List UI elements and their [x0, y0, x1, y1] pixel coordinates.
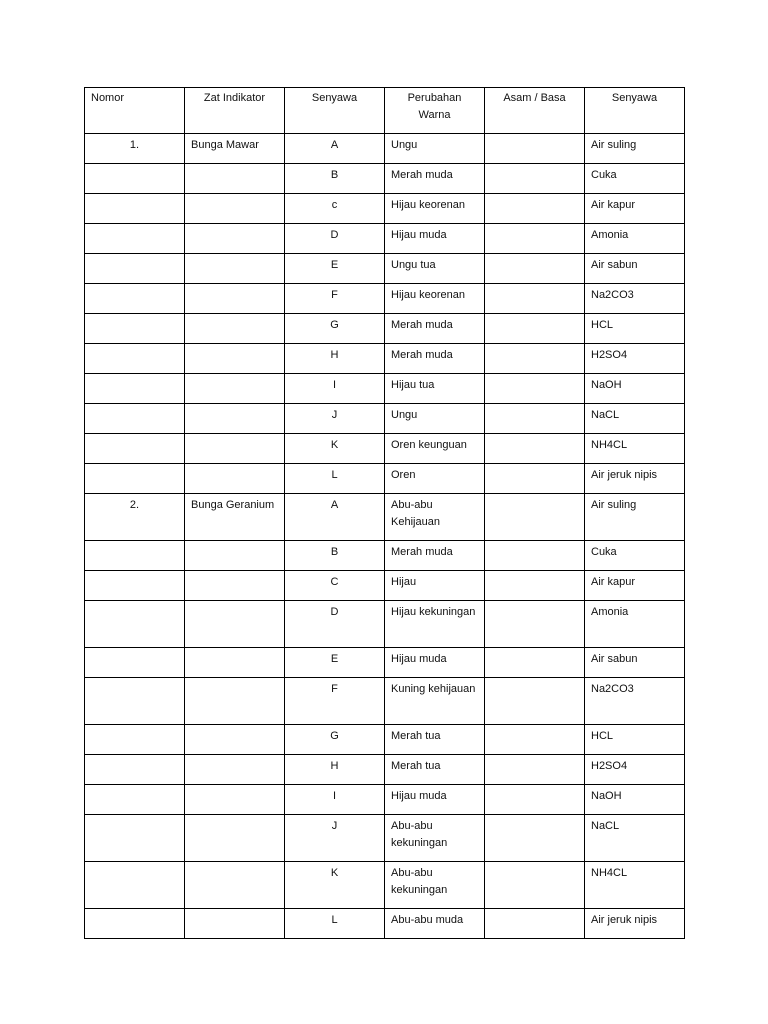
cell-zat-indikator — [185, 194, 285, 224]
cell-senyawa-code: D — [285, 601, 385, 648]
cell-senyawa-code: c — [285, 194, 385, 224]
cell-nomor — [85, 284, 185, 314]
cell-nomor — [85, 862, 185, 909]
cell-perubahan-warna: Abu-abu Kehijauan — [385, 494, 485, 541]
table-row — [85, 344, 685, 374]
cell-perubahan-warna: Hijau kekuningan — [385, 601, 485, 648]
table-row — [85, 601, 685, 648]
cell-zat-indikator — [185, 678, 285, 725]
table-row — [85, 494, 685, 541]
cell-perubahan-warna: Merah muda — [385, 314, 485, 344]
table-row — [85, 134, 685, 164]
cell-zat-indikator — [185, 344, 285, 374]
cell-senyawa-name: Air sabun — [585, 254, 685, 284]
cell-senyawa-code: C — [285, 571, 385, 601]
cell-asam-basa — [485, 648, 585, 678]
cell-perubahan-warna: Hijau keorenan — [385, 194, 485, 224]
cell-senyawa-name: H2SO4 — [585, 755, 685, 785]
cell-senyawa-name: Air kapur — [585, 571, 685, 601]
cell-nomor — [85, 164, 185, 194]
cell-asam-basa — [485, 815, 585, 862]
table-row — [85, 571, 685, 601]
cell-nomor — [85, 464, 185, 494]
cell-senyawa-code: F — [285, 284, 385, 314]
table-row — [85, 648, 685, 678]
cell-zat-indikator — [185, 464, 285, 494]
cell-nomor — [85, 725, 185, 755]
cell-asam-basa — [485, 284, 585, 314]
cell-asam-basa — [485, 224, 585, 254]
cell-asam-basa — [485, 314, 585, 344]
cell-senyawa-name: Amonia — [585, 224, 685, 254]
cell-nomor — [85, 374, 185, 404]
table-row — [85, 755, 685, 785]
cell-nomor — [85, 815, 185, 862]
header-senyawa-code: Senyawa — [285, 88, 385, 134]
cell-asam-basa — [485, 909, 585, 939]
cell-senyawa-code: A — [285, 494, 385, 541]
header-asam-basa: Asam / Basa — [485, 88, 585, 134]
cell-asam-basa — [485, 755, 585, 785]
cell-nomor — [85, 194, 185, 224]
cell-zat-indikator — [185, 785, 285, 815]
cell-nomor — [85, 755, 185, 785]
cell-senyawa-code: J — [285, 815, 385, 862]
cell-senyawa-name: NaCL — [585, 404, 685, 434]
cell-zat-indikator — [185, 254, 285, 284]
cell-senyawa-name: HCL — [585, 725, 685, 755]
cell-senyawa-name: NaCL — [585, 815, 685, 862]
cell-asam-basa — [485, 464, 585, 494]
cell-senyawa-code: K — [285, 862, 385, 909]
cell-perubahan-warna: Merah muda — [385, 164, 485, 194]
cell-nomor — [85, 344, 185, 374]
cell-zat-indikator — [185, 725, 285, 755]
cell-nomor — [85, 224, 185, 254]
cell-senyawa-name: NaOH — [585, 374, 685, 404]
cell-nomor — [85, 254, 185, 284]
table-row — [85, 909, 685, 939]
table-row — [85, 224, 685, 254]
cell-nomor — [85, 404, 185, 434]
table-row — [85, 785, 685, 815]
table-row — [85, 678, 685, 725]
cell-senyawa-code: J — [285, 404, 385, 434]
cell-asam-basa — [485, 494, 585, 541]
cell-senyawa-name: Air jeruk nipis — [585, 909, 685, 939]
table-row — [85, 284, 685, 314]
table-row — [85, 815, 685, 862]
cell-zat-indikator — [185, 648, 285, 678]
cell-asam-basa — [485, 785, 585, 815]
cell-asam-basa — [485, 164, 585, 194]
cell-senyawa-code: I — [285, 785, 385, 815]
cell-senyawa-name: NaOH — [585, 785, 685, 815]
cell-zat-indikator — [185, 862, 285, 909]
cell-perubahan-warna: Hijau keorenan — [385, 284, 485, 314]
cell-nomor — [85, 648, 185, 678]
cell-zat-indikator — [185, 404, 285, 434]
cell-senyawa-code: E — [285, 648, 385, 678]
cell-zat-indikator — [185, 224, 285, 254]
cell-asam-basa — [485, 254, 585, 284]
cell-senyawa-name: H2SO4 — [585, 344, 685, 374]
cell-senyawa-name: HCL — [585, 314, 685, 344]
cell-asam-basa — [485, 541, 585, 571]
cell-senyawa-code: I — [285, 374, 385, 404]
table-row — [85, 464, 685, 494]
header-perubahan-warna: Perubahan Warna — [385, 88, 485, 134]
cell-nomor — [85, 434, 185, 464]
table-row — [85, 725, 685, 755]
cell-senyawa-code: G — [285, 725, 385, 755]
cell-asam-basa — [485, 344, 585, 374]
cell-senyawa-name: Air suling — [585, 494, 685, 541]
table-body — [85, 134, 685, 939]
cell-perubahan-warna: Hijau — [385, 571, 485, 601]
cell-zat-indikator — [185, 284, 285, 314]
cell-senyawa-name: Cuka — [585, 541, 685, 571]
cell-asam-basa — [485, 571, 585, 601]
cell-nomor — [85, 314, 185, 344]
cell-asam-basa — [485, 194, 585, 224]
cell-zat-indikator — [185, 374, 285, 404]
cell-perubahan-warna: Hijau muda — [385, 785, 485, 815]
table-row — [85, 541, 685, 571]
cell-zat-indikator — [185, 541, 285, 571]
cell-asam-basa — [485, 678, 585, 725]
cell-perubahan-warna: Oren keunguan — [385, 434, 485, 464]
cell-senyawa-code: D — [285, 224, 385, 254]
cell-senyawa-name: NH4CL — [585, 434, 685, 464]
cell-senyawa-code: B — [285, 164, 385, 194]
cell-nomor — [85, 785, 185, 815]
cell-zat-indikator — [185, 601, 285, 648]
table-row — [85, 164, 685, 194]
cell-nomor — [85, 601, 185, 648]
cell-perubahan-warna: Ungu — [385, 134, 485, 164]
cell-nomor — [85, 909, 185, 939]
cell-perubahan-warna: Ungu — [385, 404, 485, 434]
table-row — [85, 374, 685, 404]
cell-perubahan-warna: Abu-abu kekuningan — [385, 862, 485, 909]
cell-zat-indikator — [185, 815, 285, 862]
table-header-row — [85, 88, 685, 134]
cell-senyawa-code: L — [285, 464, 385, 494]
cell-asam-basa — [485, 862, 585, 909]
cell-senyawa-name: Na2CO3 — [585, 678, 685, 725]
header-zat-indikator: Zat Indikator — [185, 88, 285, 134]
cell-perubahan-warna: Merah tua — [385, 755, 485, 785]
cell-senyawa-code: A — [285, 134, 385, 164]
cell-asam-basa — [485, 434, 585, 464]
cell-perubahan-warna: Hijau tua — [385, 374, 485, 404]
cell-senyawa-name: Air suling — [585, 134, 685, 164]
cell-senyawa-code: E — [285, 254, 385, 284]
cell-perubahan-warna: Merah muda — [385, 344, 485, 374]
cell-perubahan-warna: Abu-abu kekuningan — [385, 815, 485, 862]
table-row — [85, 404, 685, 434]
cell-zat-indikator: Bunga Mawar — [185, 134, 285, 164]
cell-perubahan-warna: Kuning kehijauan — [385, 678, 485, 725]
cell-senyawa-name: Amonia — [585, 601, 685, 648]
cell-asam-basa — [485, 404, 585, 434]
cell-perubahan-warna: Hijau muda — [385, 648, 485, 678]
cell-nomor — [85, 678, 185, 725]
cell-perubahan-warna: Abu-abu muda — [385, 909, 485, 939]
cell-senyawa-code: K — [285, 434, 385, 464]
cell-asam-basa — [485, 725, 585, 755]
cell-zat-indikator — [185, 909, 285, 939]
cell-nomor: 2. — [85, 494, 185, 541]
cell-perubahan-warna: Oren — [385, 464, 485, 494]
cell-senyawa-name: Air sabun — [585, 648, 685, 678]
cell-asam-basa — [485, 134, 585, 164]
cell-perubahan-warna: Merah muda — [385, 541, 485, 571]
cell-nomor — [85, 571, 185, 601]
header-senyawa-name: Senyawa — [585, 88, 685, 134]
cell-senyawa-code: B — [285, 541, 385, 571]
cell-perubahan-warna: Merah tua — [385, 725, 485, 755]
cell-senyawa-code: H — [285, 755, 385, 785]
cell-senyawa-name: NH4CL — [585, 862, 685, 909]
table-row — [85, 314, 685, 344]
cell-zat-indikator: Bunga Geranium — [185, 494, 285, 541]
cell-nomor — [85, 541, 185, 571]
cell-senyawa-code: L — [285, 909, 385, 939]
cell-zat-indikator — [185, 571, 285, 601]
cell-senyawa-name: Air kapur — [585, 194, 685, 224]
header-nomor: Nomor — [85, 88, 185, 134]
table-row — [85, 434, 685, 464]
cell-perubahan-warna: Hijau muda — [385, 224, 485, 254]
cell-asam-basa — [485, 601, 585, 648]
indicator-table — [84, 87, 685, 939]
cell-senyawa-code: G — [285, 314, 385, 344]
cell-asam-basa — [485, 374, 585, 404]
table-row — [85, 862, 685, 909]
cell-zat-indikator — [185, 434, 285, 464]
cell-senyawa-name: Cuka — [585, 164, 685, 194]
cell-nomor: 1. — [85, 134, 185, 164]
cell-zat-indikator — [185, 164, 285, 194]
table-row — [85, 254, 685, 284]
cell-zat-indikator — [185, 755, 285, 785]
cell-senyawa-name: Na2CO3 — [585, 284, 685, 314]
cell-senyawa-code: F — [285, 678, 385, 725]
table-row — [85, 194, 685, 224]
cell-senyawa-code: H — [285, 344, 385, 374]
cell-senyawa-name: Air jeruk nipis — [585, 464, 685, 494]
cell-perubahan-warna: Ungu tua — [385, 254, 485, 284]
cell-zat-indikator — [185, 314, 285, 344]
